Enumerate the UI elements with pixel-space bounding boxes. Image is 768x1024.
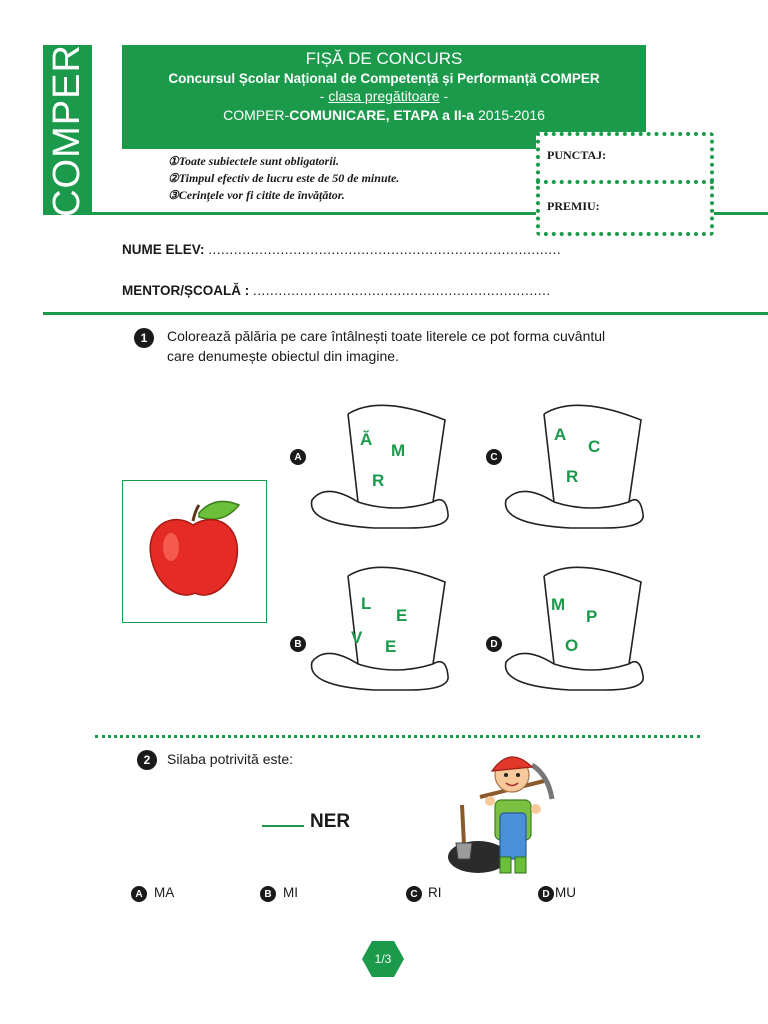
hat-letter: L [361,594,372,613]
word-suffix: NER [310,811,351,832]
hat-letter: Ă [360,430,373,449]
hat-letter: E [396,606,408,625]
apple-picture-frame [122,480,267,623]
miner-illustration [440,745,560,880]
option-c-badge[interactable]: C [486,449,502,465]
class-line: - clasa pregătitoare - [319,88,449,104]
mentor-school-label: MENTOR/ȘCOALĂ : [122,283,250,298]
question1-text: Colorează pălăria pe care întâlnești toate literele ce pot forma cuvântul care denumește obiectul din imagine. [167,328,606,364]
hat-letter: M [551,595,566,614]
section-divider [43,312,768,315]
student-name-field[interactable] [122,242,561,257]
brand-name: COMPER [46,43,89,217]
score-divider [536,180,714,184]
hat-letter: R [566,467,579,486]
hat-letter: R [372,471,385,490]
rule-item: ①Toate subiectele sunt obligatorii. [168,154,339,168]
answer-d-text[interactable]: MU [555,885,576,900]
hat-letter: M [391,441,406,460]
rule-item: ③Cerințele vor fi citite de învățător. [168,188,345,202]
hat-letter: E [385,637,397,656]
premiu-label: PREMIU: [547,199,600,213]
student-name-label: NUME ELEV: [122,242,205,257]
answer-d-badge[interactable]: D [538,886,554,902]
rule-item: ②Timpul efectiv de lucru este de 50 de minute. [168,171,400,185]
hats-illustration [300,390,660,710]
mentor-school-field[interactable] [122,283,551,298]
question2-text: Silaba potrivită este: [167,751,294,767]
option-b-badge[interactable]: B [290,636,306,652]
syllable-blank[interactable] [262,825,304,827]
contest-name: Concursul Școlar Național de Competență și Performanță COMPER [168,71,600,86]
answer-c-text[interactable]: RI [428,885,442,900]
stage-line: COMPER-COMUNICARE, ETAPA a II-a 2015-2016 [223,107,545,123]
page-number: 1/3 [374,952,392,966]
hat-letter: P [586,607,598,626]
punctaj-label: PUNCTAJ: [547,148,607,162]
hat-letter: A [554,425,567,444]
option-a-badge[interactable]: A [290,449,306,465]
class-name: clasa pregătitoare [328,88,440,104]
option-d-badge[interactable]: D [486,636,502,652]
answer-c-badge[interactable]: C [406,886,422,902]
mentor-school-blank[interactable]: ...................................................................... [253,283,551,298]
question-number: 1 [134,328,154,348]
syllable-blank-word [262,811,350,833]
rules-list [168,153,399,204]
apple-icon [123,481,266,622]
hat-letter: O [565,636,579,655]
dotted-separator [95,735,700,738]
answer-a-text[interactable]: MA [154,885,175,900]
brand-logo [43,45,92,215]
hat-letter: C [588,437,601,456]
sheet-title: FIȘĂ DE CONCURS [305,49,463,68]
hat-letter: V [351,628,363,647]
answer-b-badge[interactable]: B [260,886,276,902]
answer-b-text[interactable]: MI [283,885,298,900]
student-name-blank[interactable]: ................................................................................... [208,242,562,257]
question-number: 2 [137,750,157,770]
answer-a-badge[interactable]: A [131,886,147,902]
